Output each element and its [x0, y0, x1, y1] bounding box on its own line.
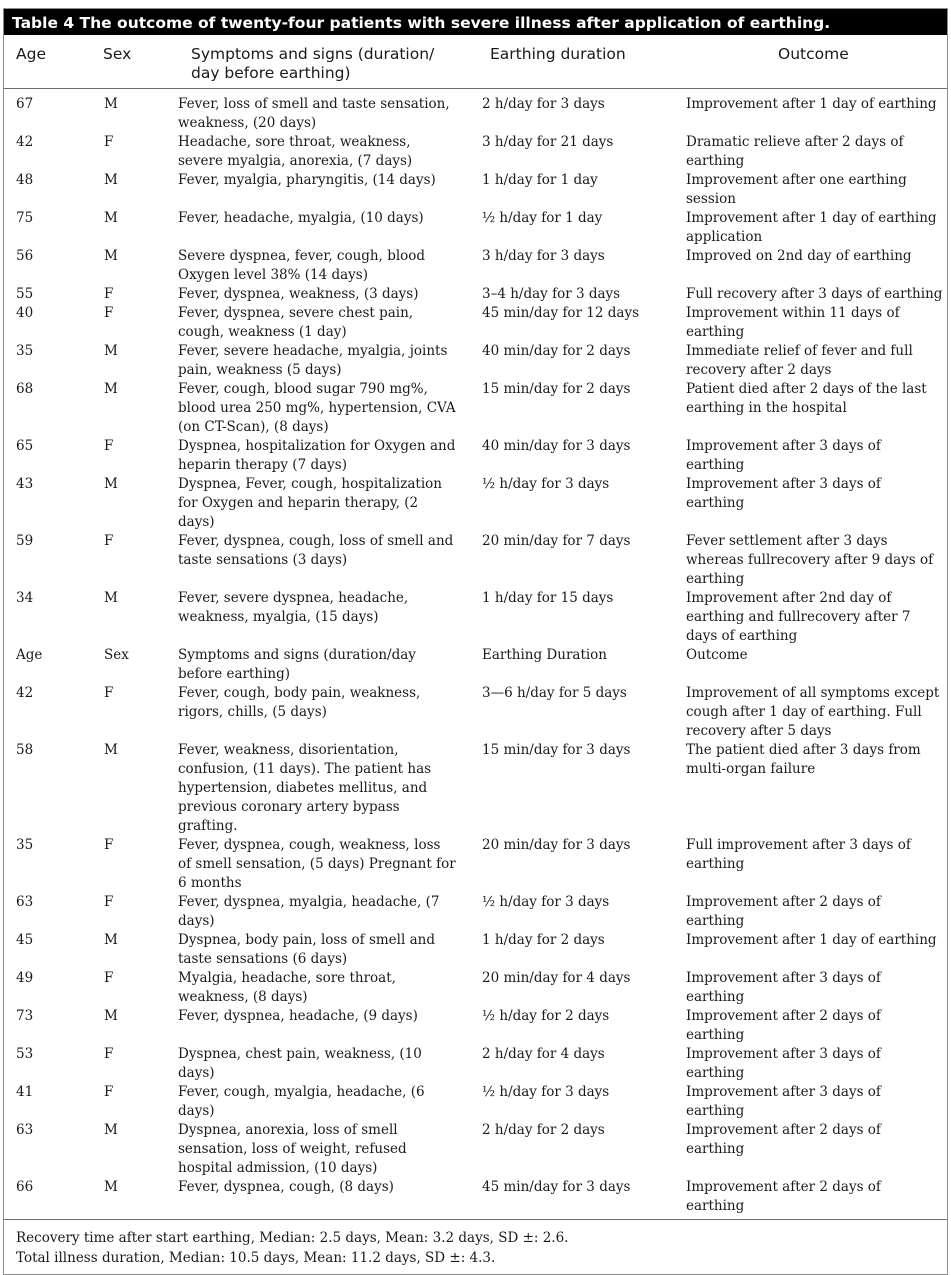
table-row: [4, 89, 947, 134]
cell-age: 34: [16, 590, 34, 606]
cell-duration: 3 h/day for 3 days: [482, 248, 605, 264]
cell-age: Age: [16, 647, 43, 663]
cell-symptoms: Fever, myalgia, pharyngitis, (14 days): [178, 172, 436, 188]
cell-sex: F: [104, 1084, 114, 1100]
cell-duration: 15 min/day for 2 days: [482, 381, 631, 397]
table-row: [4, 1083, 947, 1121]
cell-symptoms: Fever, severe headache, myalgia, joints pain, weakness (5 days): [178, 343, 448, 378]
cell-age: 67: [16, 96, 34, 112]
cell-outcome: Improvement after 3 days of earthing: [686, 970, 881, 1005]
header-outcome: Outcome: [674, 35, 947, 89]
cell-age: 35: [16, 837, 34, 853]
table-row: [4, 893, 947, 931]
cell-duration: 20 min/day for 4 days: [482, 970, 631, 986]
cell-age: 73: [16, 1008, 34, 1024]
cell-symptoms: Fever, severe dyspnea, headache, weakness, myalgia, (15 days): [178, 590, 409, 625]
cell-duration: 15 min/day for 3 days: [482, 742, 631, 758]
table-row: [4, 133, 947, 171]
table-row: [4, 684, 947, 741]
cell-sex: F: [104, 533, 114, 549]
cell-sex: M: [104, 210, 118, 226]
header-symptoms-line2: day before earthing): [191, 64, 351, 82]
table-row: [4, 1121, 947, 1178]
cell-age: 49: [16, 970, 34, 986]
cell-duration: ½ h/day for 1 day: [482, 210, 603, 226]
table-row: [4, 209, 947, 247]
cell-sex: F: [104, 970, 114, 986]
table-row: [4, 836, 947, 893]
cell-outcome: Improvement after 3 days of earthing: [686, 1046, 881, 1081]
cell-outcome: Improvement after 3 days of earthing: [686, 476, 881, 511]
cell-symptoms: Dyspnea, anorexia, loss of smell sensation, loss of weight, refused hospital admission, (10 days): [178, 1122, 407, 1176]
table-row: [4, 1045, 947, 1083]
table-row: [4, 342, 947, 380]
cell-outcome: Improvement of all symptoms except cough after 1 day of earthing. Full recovery after 5 days: [686, 685, 940, 739]
cell-sex: M: [104, 476, 118, 492]
cell-duration: 2 h/day for 2 days: [482, 1122, 605, 1138]
table-row: [4, 532, 947, 589]
cell-duration: 3–4 h/day for 3 days: [482, 286, 621, 302]
cell-outcome: Improvement within 11 days of earthing: [686, 305, 900, 340]
cell-age: 48: [16, 172, 34, 188]
cell-outcome: Full recovery after 3 days of earthing: [686, 286, 943, 302]
cell-symptoms: Headache, sore throat, weakness, severe myalgia, anorexia, (7 days): [178, 134, 413, 169]
cell-symptoms: Myalgia, headache, sore throat, weakness, (8 days): [178, 970, 396, 1005]
cell-duration: 2 h/day for 4 days: [482, 1046, 605, 1062]
cell-sex: Sex: [104, 647, 129, 663]
cell-outcome: Improvement after 2 days of earthing: [686, 894, 881, 929]
cell-outcome: Improvement after 1 day of earthing: [686, 96, 937, 112]
cell-duration: 3 h/day for 21 days: [482, 134, 614, 150]
table-row: [4, 247, 947, 285]
cell-symptoms: Fever, cough, myalgia, headache, (6 days): [178, 1084, 425, 1119]
cell-outcome: Dramatic relieve after 2 days of earthing: [686, 134, 904, 169]
cell-sex: F: [104, 286, 114, 302]
cell-age: 55: [16, 286, 34, 302]
cell-outcome: Full improvement after 3 days of earthing: [686, 837, 911, 872]
cell-age: 63: [16, 1122, 34, 1138]
table-row: [4, 437, 947, 475]
cell-duration: ½ h/day for 3 days: [482, 894, 610, 910]
header-duration: Earthing duration: [471, 35, 674, 89]
table-container: [3, 8, 948, 1275]
cell-age: 66: [16, 1179, 34, 1195]
cell-age: 42: [16, 685, 34, 701]
cell-symptoms: Fever, headache, myalgia, (10 days): [178, 210, 424, 226]
cell-sex: M: [104, 343, 118, 359]
cell-outcome: Patient died after 2 days of the last earthing in the hospital: [686, 381, 927, 416]
cell-sex: F: [104, 1046, 114, 1062]
cell-duration: 45 min/day for 3 days: [482, 1179, 631, 1195]
cell-sex: M: [104, 96, 118, 112]
cell-symptoms: Fever, cough, body pain, weakness, rigors, chills, (5 days): [178, 685, 421, 720]
header-symptoms-line1: Symptoms and signs (duration/: [191, 45, 435, 63]
cell-duration: 20 min/day for 7 days: [482, 533, 631, 549]
cell-symptoms: Dyspnea, hospitalization for Oxygen and heparin therapy (7 days): [178, 438, 456, 473]
cell-symptoms: Dyspnea, body pain, loss of smell and taste sensations (6 days): [178, 932, 435, 967]
table-header: [4, 35, 947, 89]
cell-outcome: Immediate relief of fever and full recovery after 2 days: [686, 343, 913, 378]
cell-symptoms: Dyspnea, Fever, cough, hospitalization for Oxygen and heparin therapy, (2 days): [178, 476, 442, 530]
cell-symptoms: Dyspnea, chest pain, weakness, (10 days): [178, 1046, 422, 1081]
cell-outcome: Improvement after 2 days of earthing: [686, 1008, 881, 1043]
table-row: [4, 931, 947, 969]
cell-sex: M: [104, 1008, 118, 1024]
cell-sex: M: [104, 742, 118, 758]
header-row: [4, 35, 947, 89]
cell-age: 59: [16, 533, 34, 549]
cell-sex: F: [104, 894, 114, 910]
cell-age: 68: [16, 381, 34, 397]
cell-duration: 40 min/day for 2 days: [482, 343, 631, 359]
cell-age: 65: [16, 438, 34, 454]
cell-duration: 3—6 h/day for 5 days: [482, 685, 627, 701]
cell-age: 40: [16, 305, 34, 321]
cell-sex: F: [104, 438, 114, 454]
cell-sex: M: [104, 1122, 118, 1138]
cell-symptoms: Fever, dyspnea, cough, weakness, loss of smell sensation, (5 days) Pregnant for 6 months: [178, 837, 456, 891]
table-footnotes: [4, 1219, 947, 1274]
cell-age: 42: [16, 134, 34, 150]
cell-duration: 45 min/day for 12 days: [482, 305, 640, 321]
cell-duration: 1 h/day for 15 days: [482, 590, 614, 606]
cell-sex: F: [104, 685, 114, 701]
table-title: Table 4 The outcome of twenty-four patients with severe illness after application of earthing.: [4, 9, 947, 35]
cell-symptoms: Symptoms and signs (duration/day before earthing): [178, 647, 416, 682]
table-row: [4, 969, 947, 1007]
cell-age: 58: [16, 742, 34, 758]
cell-duration: 1 h/day for 2 days: [482, 932, 605, 948]
cell-age: 75: [16, 210, 34, 226]
cell-symptoms: Fever, loss of smell and taste sensation, weakness, (20 days): [178, 96, 450, 131]
footnote-illness-duration: Total illness duration, Median: 10.5 days, Mean: 11.2 days, SD ±: 4.3.: [16, 1250, 496, 1266]
cell-sex: M: [104, 248, 118, 264]
cell-outcome: Improvement after 2nd day of earthing and fullrecovery after 7 days of earthing: [686, 590, 911, 644]
cell-outcome: Improvement after 2 days of earthing: [686, 1122, 881, 1157]
cell-duration: ½ h/day for 3 days: [482, 476, 610, 492]
cell-symptoms: Fever, dyspnea, severe chest pain, cough, weakness (1 day): [178, 305, 414, 340]
cell-age: 56: [16, 248, 34, 264]
cell-duration: Earthing Duration: [482, 647, 608, 663]
table-row: [4, 285, 947, 304]
cell-age: 53: [16, 1046, 34, 1062]
header-age: Age: [4, 35, 88, 89]
table-row: [4, 1178, 947, 1216]
table-row: [4, 589, 947, 646]
cell-sex: M: [104, 172, 118, 188]
cell-duration: 1 h/day for 1 day: [482, 172, 598, 188]
cell-symptoms: Severe dyspnea, fever, cough, blood Oxygen level 38% (14 days): [178, 248, 426, 283]
cell-sex: F: [104, 134, 114, 150]
cell-duration: 2 h/day for 3 days: [482, 96, 605, 112]
table-row: [4, 171, 947, 209]
table-row: [4, 380, 947, 437]
cell-outcome: Improvement after one earthing session: [686, 172, 907, 207]
cell-age: 35: [16, 343, 34, 359]
cell-outcome: Improved on 2nd day of earthing: [686, 248, 912, 264]
cell-age: 63: [16, 894, 34, 910]
table-row: [4, 475, 947, 532]
cell-outcome: Improvement after 3 days of earthing: [686, 438, 881, 473]
cell-symptoms: Fever, cough, blood sugar 790 mg%, blood urea 250 mg%, hypertension, CVA (on CT-Scan), (8 days): [178, 381, 456, 435]
header-symptoms: [168, 35, 471, 89]
cell-symptoms: Fever, dyspnea, cough, (8 days): [178, 1179, 394, 1195]
table-body: [4, 89, 947, 1217]
footnote-recovery-time: Recovery time after start earthing, Median: 2.5 days, Mean: 3.2 days, SD ±: 2.6.: [16, 1230, 569, 1246]
cell-outcome: Improvement after 3 days of earthing: [686, 1084, 881, 1119]
cell-outcome: The patient died after 3 days from multi-organ failure: [686, 742, 921, 777]
table-row: [4, 1007, 947, 1045]
cell-duration: ½ h/day for 3 days: [482, 1084, 610, 1100]
cell-sex: M: [104, 1179, 118, 1195]
cell-symptoms: Fever, dyspnea, cough, loss of smell and taste sensations (3 days): [178, 533, 454, 568]
cell-outcome: Fever settlement after 3 days whereas fullrecovery after 9 days of earthing: [686, 533, 934, 587]
cell-duration: 40 min/day for 3 days: [482, 438, 631, 454]
table-row: [4, 304, 947, 342]
cell-outcome: Outcome: [686, 647, 748, 663]
cell-duration: ½ h/day for 2 days: [482, 1008, 610, 1024]
table-row: [4, 741, 947, 836]
outcome-table: [4, 35, 947, 1216]
cell-sex: M: [104, 381, 118, 397]
cell-outcome: Improvement after 2 days of earthing: [686, 1179, 881, 1214]
cell-sex: M: [104, 932, 118, 948]
cell-symptoms: Fever, dyspnea, headache, (9 days): [178, 1008, 418, 1024]
cell-age: 45: [16, 932, 34, 948]
header-sex: Sex: [88, 35, 168, 89]
table-row: [4, 646, 947, 684]
cell-symptoms: Fever, weakness, disorientation, confusion, (11 days). The patient has hypertension, diabetes mellitus, and previous coronary artery bypass grafting.: [178, 742, 432, 834]
cell-symptoms: Fever, dyspnea, weakness, (3 days): [178, 286, 419, 302]
cell-age: 43: [16, 476, 34, 492]
cell-duration: 20 min/day for 3 days: [482, 837, 631, 853]
cell-sex: M: [104, 590, 118, 606]
cell-sex: F: [104, 305, 114, 321]
cell-outcome: Improvement after 1 day of earthing application: [686, 210, 937, 245]
cell-age: 41: [16, 1084, 34, 1100]
cell-sex: F: [104, 837, 114, 853]
cell-outcome: Improvement after 1 day of earthing: [686, 932, 937, 948]
cell-symptoms: Fever, dyspnea, myalgia, headache, (7 days): [178, 894, 440, 929]
